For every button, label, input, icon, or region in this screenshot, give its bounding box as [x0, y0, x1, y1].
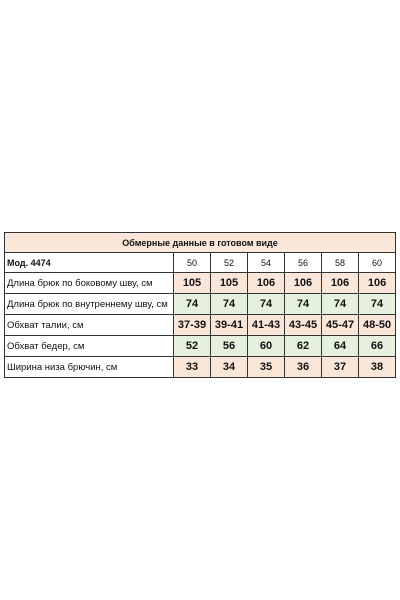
- size-cell: 56: [285, 253, 322, 273]
- value-cell: 106: [322, 273, 359, 294]
- row-label: Обхват талии, см: [5, 315, 174, 336]
- value-cell: 74: [285, 294, 322, 315]
- table-row: [5, 315, 396, 336]
- size-cell: 52: [211, 253, 248, 273]
- size-cell: 58: [322, 253, 359, 273]
- value-cell: 41-43: [248, 315, 285, 336]
- value-cell: 64: [322, 336, 359, 357]
- value-cell: 52: [174, 336, 211, 357]
- value-cell: 48-50: [359, 315, 396, 336]
- value-cell: 33: [174, 357, 211, 378]
- value-cell: 62: [285, 336, 322, 357]
- size-cell: 60: [359, 253, 396, 273]
- value-cell: 35: [248, 357, 285, 378]
- size-header-row: [5, 253, 396, 273]
- value-cell: 105: [211, 273, 248, 294]
- table-row: [5, 273, 396, 294]
- value-cell: 34: [211, 357, 248, 378]
- table-row: [5, 336, 396, 357]
- value-cell: 74: [248, 294, 285, 315]
- value-cell: 36: [285, 357, 322, 378]
- value-cell: 37-39: [174, 315, 211, 336]
- value-cell: 39-41: [211, 315, 248, 336]
- row-label: Обхват бедер, см: [5, 336, 174, 357]
- measurements-table: [4, 232, 396, 378]
- table-row: [5, 357, 396, 378]
- value-cell: 105: [174, 273, 211, 294]
- value-cell: 66: [359, 336, 396, 357]
- value-cell: 45-47: [322, 315, 359, 336]
- value-cell: 106: [248, 273, 285, 294]
- table-row: [5, 294, 396, 315]
- value-cell: 43-45: [285, 315, 322, 336]
- value-cell: 56: [211, 336, 248, 357]
- value-cell: 106: [285, 273, 322, 294]
- size-cell: 50: [174, 253, 211, 273]
- row-label: Длина брюк по боковому шву, см: [5, 273, 174, 294]
- model-label: Мод. 4474: [5, 253, 174, 273]
- value-cell: 74: [322, 294, 359, 315]
- table-title: Обмерные данные в готовом виде: [5, 233, 396, 253]
- value-cell: 74: [174, 294, 211, 315]
- size-cell: 54: [248, 253, 285, 273]
- value-cell: 38: [359, 357, 396, 378]
- measurements-table-container: [4, 232, 395, 378]
- value-cell: 74: [359, 294, 396, 315]
- row-label: Ширина низа брючин, см: [5, 357, 174, 378]
- value-cell: 60: [248, 336, 285, 357]
- value-cell: 37: [322, 357, 359, 378]
- row-label: Длина брюк по внутреннему шву, см: [5, 294, 174, 315]
- value-cell: 106: [359, 273, 396, 294]
- value-cell: 74: [211, 294, 248, 315]
